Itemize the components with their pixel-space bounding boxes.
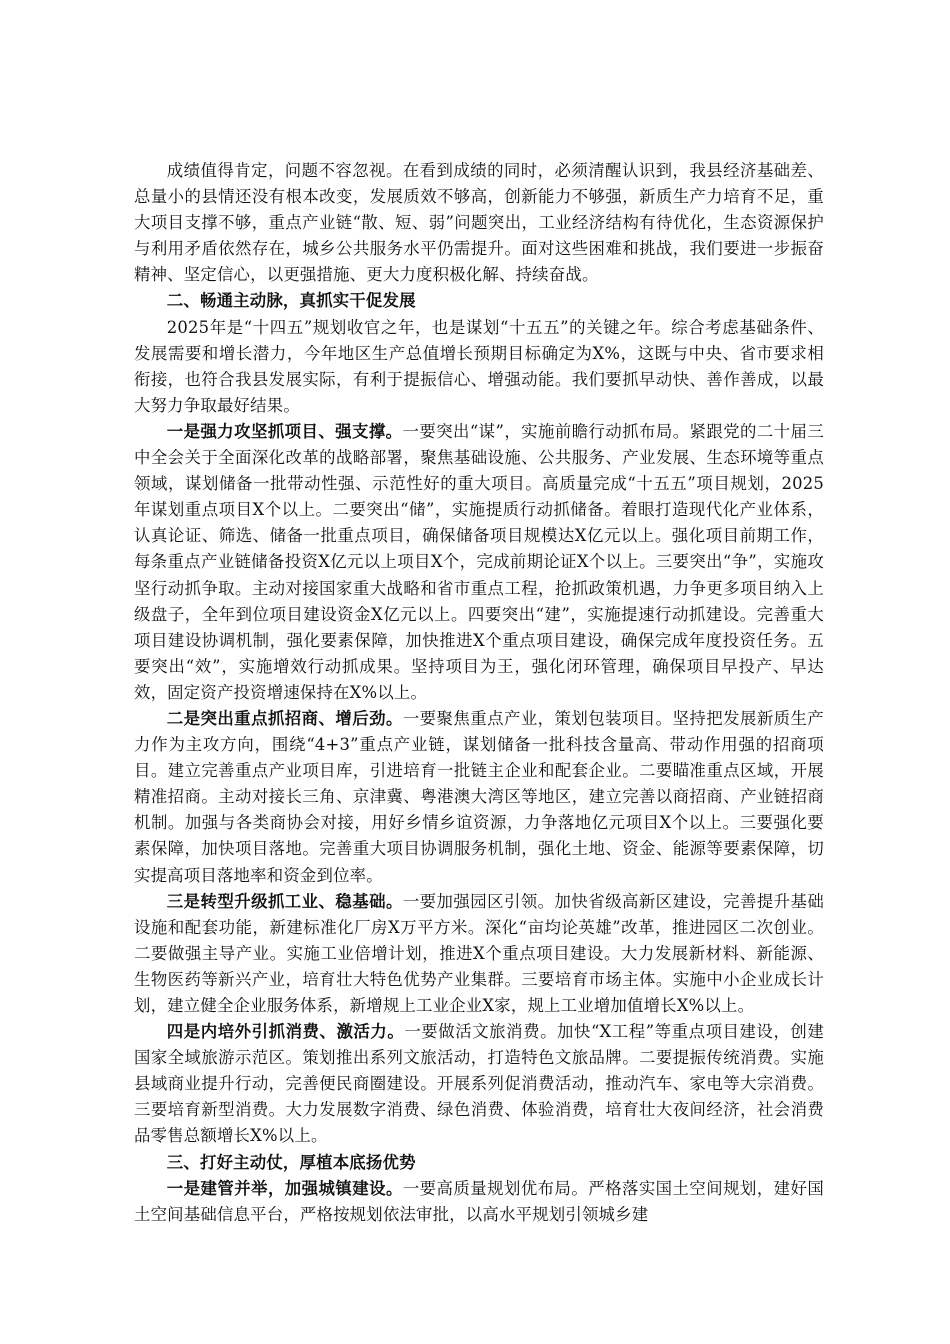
paragraph-urban-construction [134,1176,824,1228]
paragraph-investment [134,706,824,889]
paragraph-projects [134,419,824,706]
paragraph-lead: 一是建管并举，加强城镇建设。 [166,1178,403,1198]
paragraph-lead: 二是突出重点抓招商、增后劲。 [166,708,403,728]
document-page [134,158,824,1228]
paragraph-body: 一要聚焦重点产业，策划包装项目。坚持把发展新质生产力作为主攻方向，围绕“4+3”重点产业链，谋划储备一批科技含量高、带动作用强的招商项目。建立完善重点产业项目库，引进培育一批链主企业和配套企业。二要瞄准重点区域，开展精准招商。主动对接长三角、京津冀、粤港澳大湾区等地区，建立完善以商招商、产业链招商机制。加强与各类商协会对接，用好乡情乡谊资源，力争落地亿元项目X个以上。三要强化要素保障，加快项目落地。完善重大项目协调服务机制，强化土地、资金、能源等要素保障，切实提高项目落地率和资金到位率。 [134,708,824,885]
section-heading-3: 三、打好主动仗，厚植本底扬优势 [166,1152,416,1172]
paragraph-lead: 一是强力攻坚抓项目、强支撑。 [166,421,403,441]
paragraph-body: 一要高质量规划优布局。严格落实国土空间规划，建好国土空间基础信息平台，严格按规划依法审批，以高水平规划引领城乡建 [134,1178,824,1224]
paragraph-lead: 三是转型升级抓工业、稳基础。 [166,891,403,911]
section-heading-2: 二、畅通主动脉，真抓实干促发展 [166,291,416,311]
paragraph-body: 一要做活文旅消费。加快“X工程”等重点项目建设，创建国家全域旅游示范区。策划推出系列文旅活动，打造特色文旅品牌。二要提振传统消费。实施县域商业提升行动，完善便民商圈建设。开展系列促消费活动，推动汽车、家电等大宗消费。三要培育新型消费。大力发展数字消费、绿色消费、体验消费，培育壮大夜间经济，社会消费品零售总额增长X%以上。 [134,1022,824,1146]
paragraph-problems: 成绩值得肯定，问题不容忽视。在看到成绩的同时，必须清醒认识到，我县经济基础差、总量小的县情还没有根本改变，发展质效不够高，创新能力不够强，新质生产力培育不足，重大项目支撑不够，重点产业链“散、短、弱”问题突出，工业经济结构有待优化，生态资源保护与利用矛盾依然存在，城乡公共服务水平仍需提升。面对这些困难和挑战，我们要进一步振奋精神、坚定信心，以更强措施、更大力度积极化解、持续奋战。 [134,161,824,285]
paragraph-consumption [134,1019,824,1149]
paragraph-lead: 四是内培外引抓消费、激活力。 [166,1022,405,1042]
paragraph-2025-goals: 2025年是“十四五”规划收官之年，也是谋划“十五五”的关键之年。综合考虑基础条件、发展需要和增长潜力，今年地区生产总值增长预期目标确定为X%，这既与中央、省市要求相衔接，也符合我县发展实际，有利于提振信心、增强动能。我们要抓早动快、善作善成，以最大努力争取最好结果。 [134,317,824,415]
paragraph-industry [134,889,824,1019]
paragraph-body: 一要加强园区引领。加快省级高新区建设，完善提升基础设施和配套功能，新建标准化厂房X万平方米。深化“亩均论英雄”改革，推进园区二次创业。二要做强主导产业。实施工业倍增计划，推进X个重点项目建设。大力发展新材料、新能源、生物医药等新兴产业，培育壮大特色优势产业集群。三要培育市场主体。实施中小企业成长计划，建立健全企业服务体系，新增规上工业企业X家，规上工业增加值增长X%以上。 [134,891,824,1015]
paragraph-body: 一要突出“谋”，实施前瞻行动抓布局。紧跟党的二十届三中全会关于全面深化改革的战略部署，聚焦基础设施、公共服务、产业发展、生态环境等重点领域，谋划储备一批带动性强、示范性好的重大项目。高质量完成“十五五”项目规划，2025年谋划重点项目X个以上。二要突出“储”，实施提质行动抓储备。着眼打造现代化产业体系，认真论证、筛选、储备一批重点项目，确保储备项目规模达X亿元以上。强化项目前期工作，每条重点产业链储备投资X亿元以上项目X个，完成前期论证X个以上。三要突出“争”，实施攻坚行动抓争取。主动对接国家重大战略和省市重点工程，抢抓政策机遇，力争更多项目纳入上级盘子，全年到位项目建设资金X亿元以上。四要突出“建”，实施提速行动抓建设。完善重大项目建设协调机制，强化要素保障，加快推进X个重点项目建设，确保完成年度投资任务。五要突出“效”，实施增效行动抓成果。坚持项目为王，强化闭环管理，确保项目早投产、早达效，固定资产投资增速保持在X%以上。 [134,421,824,702]
